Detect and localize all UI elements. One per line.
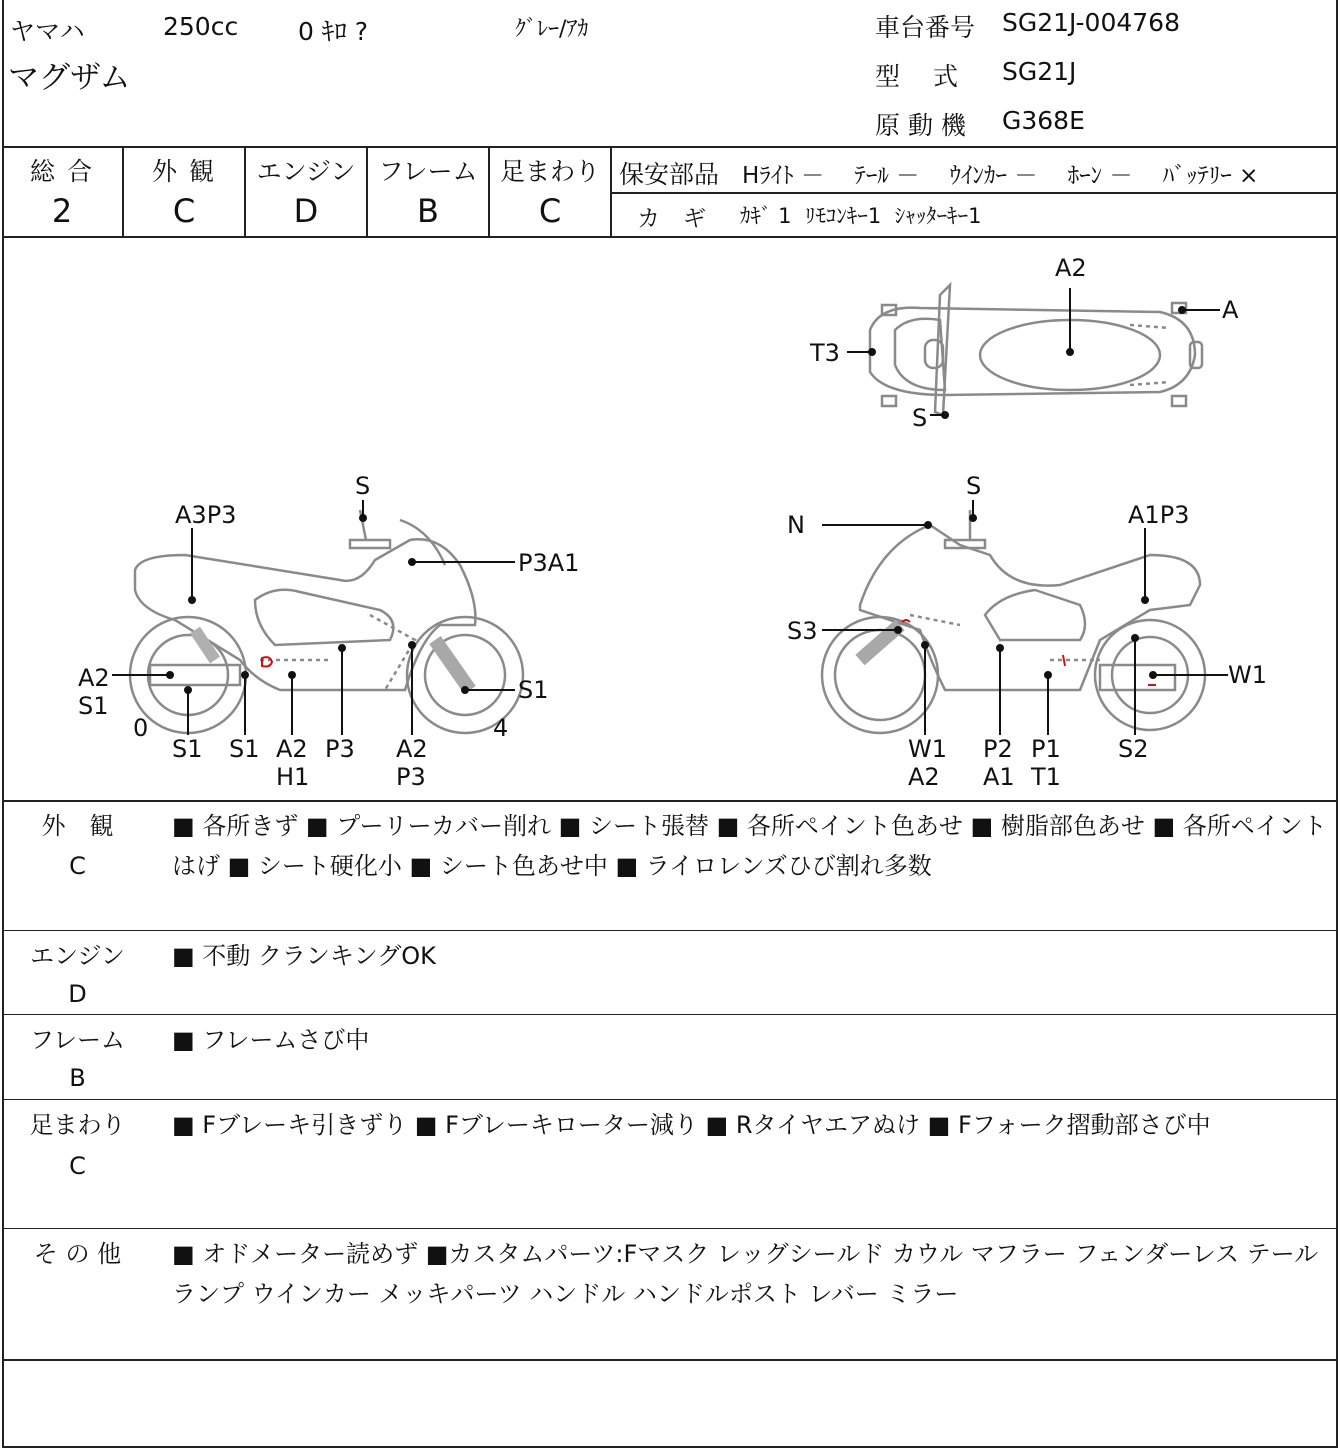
section-frame-grade: B: [69, 1064, 86, 1092]
label-left-b-s1a: S1: [172, 735, 203, 763]
label-right-s3: S3: [787, 617, 818, 645]
label-left-b-s1b: S1: [229, 735, 260, 763]
section-frame-text: ■ フレームさび中: [172, 1026, 370, 1054]
label-left-b-p3: P3: [325, 735, 355, 763]
scooter-top-view: [870, 285, 1202, 415]
divider: [2, 1014, 1338, 1015]
label-right-b-w1: W1: [908, 735, 947, 763]
section-suspension-text: ■ Fブレーキ引きずり ■ Fブレーキローター減り ■ Rタイヤエアぬけ ■ Fフォーク摺動部さび中: [172, 1111, 1211, 1139]
section-engine-grade: D: [68, 980, 87, 1008]
label-right-a1p3: A1P3: [1128, 501, 1190, 529]
chassis-label: 車台番号: [875, 13, 976, 42]
mileage: 0 ｷﾛ ?: [298, 17, 369, 46]
divider: [612, 192, 1338, 194]
section-exterior-text: ■ 各所きず ■ プーリーカバー削れ ■ シート張替 ■ 各所ペイント色あせ ■ 樹脂部色あせ ■ 各所ペイントはげ ■ シート硬化小 ■ シート色あせ中 ■ ライロレンズひび割れ多数: [172, 812, 1327, 880]
label-top-s: S: [912, 404, 928, 432]
label-top-a: A: [1222, 296, 1239, 324]
label-left-s1-front: S1: [518, 676, 549, 704]
divider: [2, 1359, 1338, 1361]
label-right-w1: W1: [1228, 661, 1267, 689]
scooter-right-view: [822, 510, 1205, 733]
label-left-a3p3: A3P3: [175, 501, 237, 529]
key-label: カ ギ: [637, 206, 706, 232]
label-right-b-a1: A1: [983, 763, 1015, 791]
label-right-s: S: [966, 472, 982, 500]
label-left-s: S: [355, 472, 371, 500]
color: ｸﾞﾚｰ/ｱｶ: [515, 17, 589, 42]
label-left-zero: 0: [133, 714, 149, 742]
model-name: マグザム: [8, 60, 131, 96]
divider: [2, 800, 1338, 802]
divider: [2, 930, 1338, 931]
section-exterior-grade: C: [69, 852, 86, 880]
score-overall: 2: [51, 192, 73, 230]
label-left-b-a2b: A2: [396, 735, 428, 763]
damage-diagram: [0, 238, 1341, 800]
label-right-b-a2: A2: [908, 763, 940, 791]
score-label-exterior: 外 観: [152, 157, 216, 186]
type-value: SG21J: [1002, 57, 1077, 86]
section-frame-label: フレーム: [29, 1026, 126, 1054]
engine-label: 原 動 機: [875, 111, 966, 140]
score-suspension: C: [538, 192, 562, 230]
label-left-four: 4: [493, 714, 509, 742]
label-top-a2: A2: [1055, 254, 1087, 282]
label-right-b-p2: P2: [983, 735, 1013, 763]
label-left-b-p3b: P3: [396, 763, 426, 791]
section-other-text: ■ オドメーター読めず ■カスタムパーツ:Fマスク レッグシールド カウル マフラー フェンダーレス テールランプ ウインカー メッキパーツ ハンドル ハンドルポスト レバー ミラー: [172, 1240, 1319, 1308]
label-top-t3: T3: [810, 339, 840, 367]
score-frame: B: [417, 192, 439, 230]
label-left-b-a2: A2: [276, 735, 308, 763]
section-suspension-label: 足まわり: [29, 1111, 126, 1139]
engine-value: G368E: [1002, 106, 1085, 135]
key-items: ｶｷﾞ 1 ﾘﾓｺﾝｷｰ1 ｼｬｯﾀｰｷｰ1: [740, 204, 982, 228]
divider: [2, 146, 1338, 148]
label-right-b-s2: S2: [1118, 735, 1149, 763]
section-engine-text: ■ 不動 クランキングOK: [172, 942, 436, 970]
label-right-b-p1: P1: [1031, 735, 1061, 763]
displacement: 250cc: [163, 12, 239, 41]
section-engine-label: エンジン: [30, 942, 125, 970]
type-label: 型 式: [875, 62, 958, 91]
section-exterior-label: 外 観: [41, 812, 114, 840]
label-left-b-h1: H1: [276, 763, 310, 791]
damage-marks: [262, 620, 1156, 685]
score-label-suspension: 足まわり: [499, 157, 600, 186]
leader-lines: [112, 288, 1228, 735]
score-label-frame: フレーム: [378, 157, 478, 186]
score-exterior: C: [172, 192, 196, 230]
label-right-b-t1: T1: [1031, 763, 1061, 791]
divider: [2, 1228, 1338, 1229]
score-engine: D: [293, 192, 319, 230]
chassis-number: SG21J-004768: [1002, 8, 1180, 37]
label-left-s1-side: S1: [78, 692, 109, 720]
maker: ヤマハ: [10, 17, 85, 46]
divider: [2, 1099, 1338, 1100]
section-other-label: そ の 他: [33, 1240, 122, 1268]
safety-parts-items: Hﾗｲﾄ － ﾃｰﾙ － ｳｲﾝｶｰ － ﾎｰﾝ － ﾊﾞｯﾃﾘｰ ×: [742, 163, 1259, 189]
safety-parts-label: 保安部品: [619, 160, 720, 189]
score-label-engine: エンジン: [256, 157, 356, 186]
label-left-p3a1: P3A1: [518, 549, 580, 577]
score-label-overall: 総 合: [30, 157, 94, 186]
section-suspension-grade: C: [69, 1152, 86, 1180]
label-right-n: N: [787, 511, 805, 539]
diagram-labels: [78, 254, 1267, 791]
label-left-a2: A2: [78, 664, 110, 692]
